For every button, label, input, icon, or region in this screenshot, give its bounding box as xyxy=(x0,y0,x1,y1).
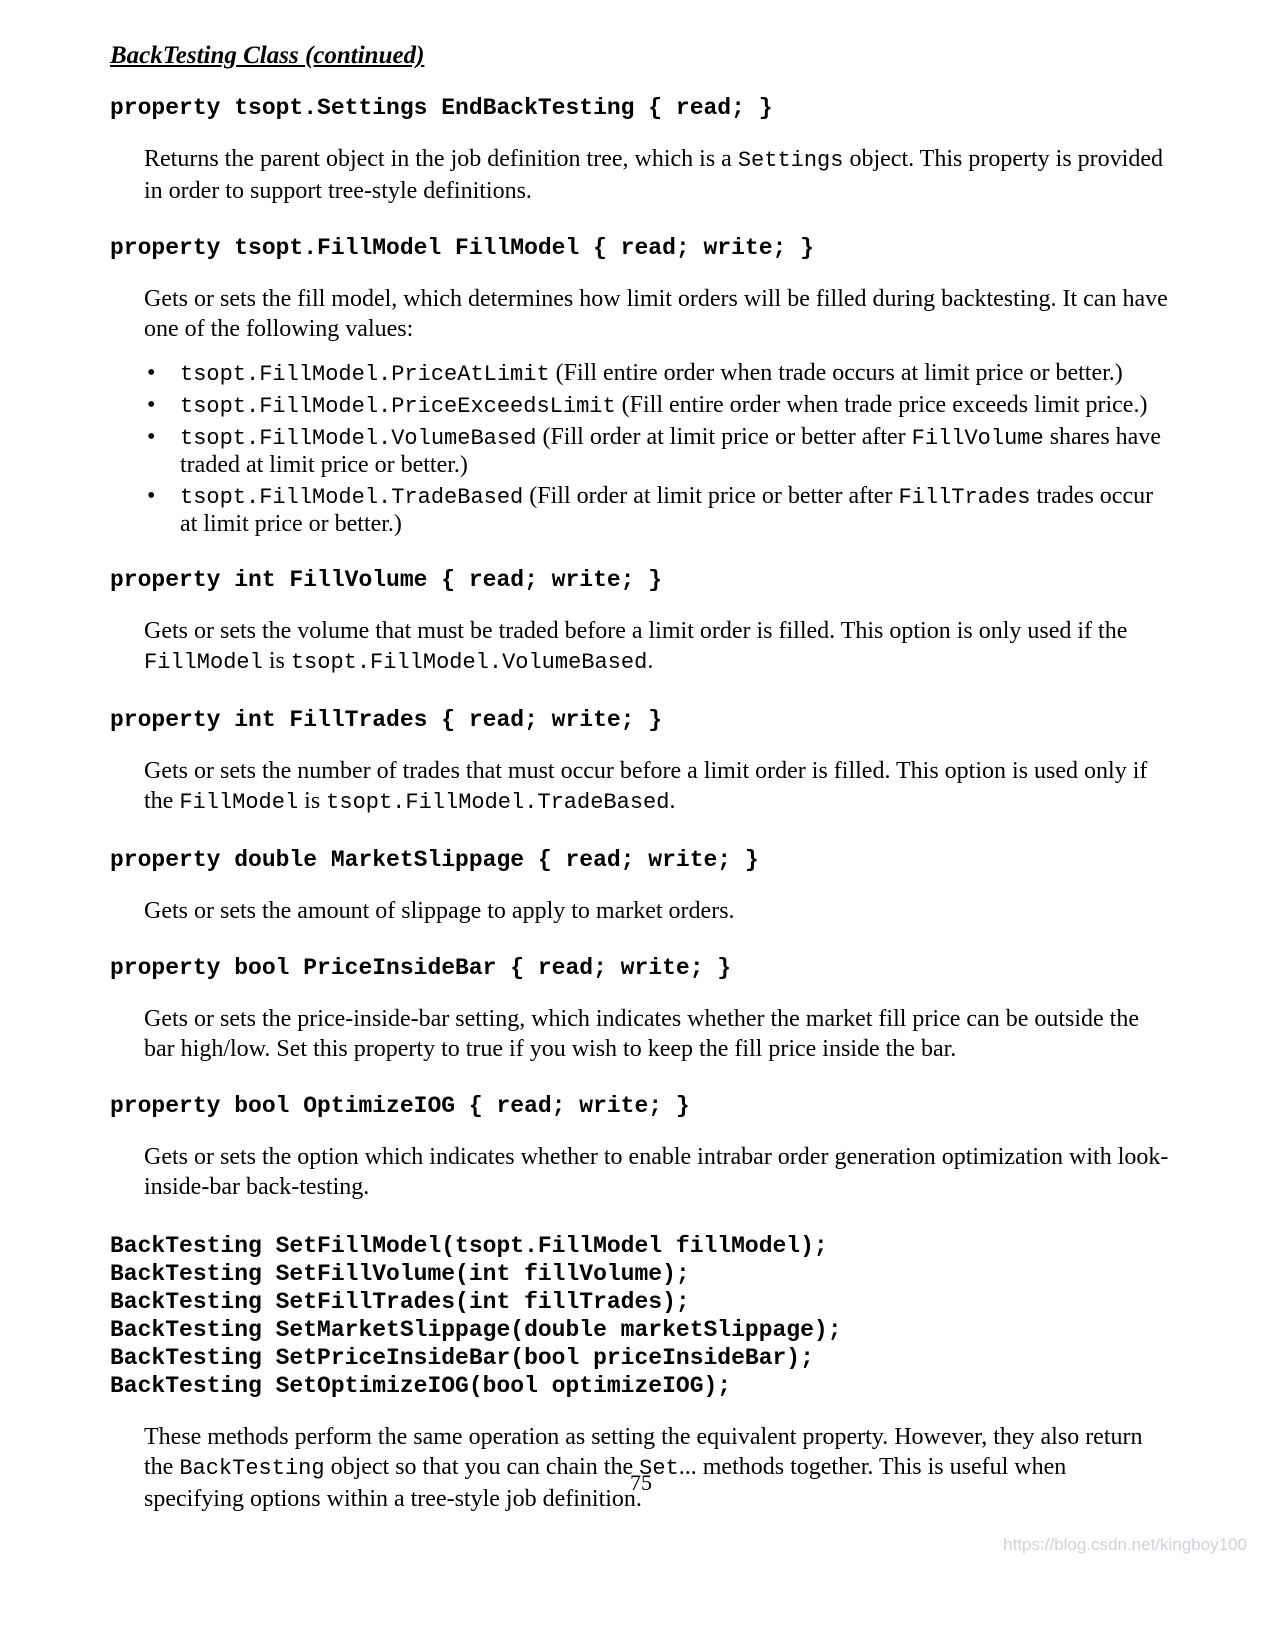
inline-code: Set xyxy=(639,1456,679,1481)
inline-code: Settings xyxy=(737,148,844,173)
inline-code: tsopt.FillModel.VolumeBased xyxy=(180,426,537,451)
property-filltrades xyxy=(110,706,1172,818)
watermark-url: https://blog.csdn.net/kingboy100 xyxy=(1003,1535,1247,1554)
text-run: Returns the parent object in the job definition tree, which is a xyxy=(144,146,738,172)
method-signatures-block xyxy=(110,1232,1172,1400)
property-signature: property bool OptimizeIOG { read; write; } xyxy=(110,1093,690,1119)
text-run: These methods perform the same operation as setting the equivalent property. However, they also return the xyxy=(144,1424,1143,1480)
body-paragraph xyxy=(144,616,1172,678)
text-run: (Fill entire order when trade occurs at limit price or better.) xyxy=(549,360,1123,386)
text-run: Gets or sets the price-inside-bar setting, which indicates whether the market fill price can be outside the bar high/low. Set this property to true if you wish to keep the fill price inside the bar. xyxy=(144,1006,1139,1062)
body-paragraph xyxy=(144,1004,1172,1064)
body-paragraph xyxy=(144,284,1172,344)
text-run: Gets or sets the fill model, which determines how limit orders will be filled during backtesting. It can have one of the following values: xyxy=(144,286,1168,342)
inline-code: tsopt.FillModel.TradeBased xyxy=(326,790,670,815)
property-signature: property int FillVolume { read; write; } xyxy=(110,567,663,593)
property-priceinsidebar xyxy=(110,954,1172,1064)
property-signature: property bool PriceInsideBar { read; write; } xyxy=(110,955,732,981)
property-endbacktesting xyxy=(110,94,1172,206)
text-run: trades occur at limit price or better.) xyxy=(180,483,1154,537)
inline-code: tsopt.FillModel.TradeBased xyxy=(180,485,524,510)
text-run: Gets or sets the amount of slippage to apply to market orders. xyxy=(144,898,735,924)
inline-code: FillVolume xyxy=(911,426,1044,451)
bullet-item xyxy=(180,360,1172,388)
text-run: is xyxy=(262,648,291,674)
inline-code: FillModel xyxy=(179,790,299,815)
method-signature-line: BackTesting SetFillVolume(int fillVolume); xyxy=(110,1261,690,1287)
inline-code: tsopt.FillModel.VolumeBased xyxy=(290,650,648,675)
property-signature: property int FillTrades { read; write; } xyxy=(110,707,663,733)
inline-code: FillTrades xyxy=(898,485,1031,510)
text-run: (Fill order at limit price or better after xyxy=(523,483,899,509)
body-paragraph xyxy=(144,896,1172,926)
property-optimizeiog xyxy=(110,1092,1172,1202)
method-signature-line: BackTesting SetPriceInsideBar(bool priceInsideBar); xyxy=(110,1345,814,1371)
body-paragraph xyxy=(144,756,1172,818)
inline-code: FillModel xyxy=(144,650,263,675)
method-signature-line: BackTesting SetFillTrades(int fillTrades); xyxy=(110,1289,690,1315)
property-fillmodel xyxy=(110,234,1172,538)
property-signature: property tsopt.FillModel FillModel { read; write; } xyxy=(110,235,814,261)
property-signature: property tsopt.Settings EndBackTesting { read; } xyxy=(110,95,773,121)
method-signature-line: BackTesting SetMarketSlippage(double marketSlippage); xyxy=(110,1317,842,1343)
body-paragraph xyxy=(144,1422,1172,1514)
method-signature-line: BackTesting SetOptimizeIOG(bool optimizeIOG); xyxy=(110,1373,732,1399)
text-run: (Fill order at limit price or better after xyxy=(536,424,912,450)
bullet-list xyxy=(144,360,1172,538)
page-number: 75 xyxy=(630,1470,652,1495)
body-paragraph xyxy=(144,144,1172,206)
text-run: object. This property is provided in order to support tree-style definitions. xyxy=(144,146,1163,204)
text-run: shares have traded at limit price or better.) xyxy=(180,424,1161,478)
property-marketslippage xyxy=(110,846,1172,926)
bullet-item xyxy=(180,392,1172,420)
page-header: BackTesting Class (continued) xyxy=(110,42,425,69)
property-fillvolume xyxy=(110,566,1172,678)
text-run: Gets or sets the volume that must be traded before a limit order is filled. This option is only used if the xyxy=(144,618,1128,644)
text-run: . xyxy=(669,788,676,814)
text-run: . xyxy=(647,648,654,674)
inline-code: tsopt.FillModel.PriceExceedsLimit xyxy=(180,394,616,419)
text-run: Gets or sets the option which indicates whether to enable intrabar order generation optimization with look-inside-bar back-testing. xyxy=(144,1144,1169,1200)
inline-code: tsopt.FillModel.PriceAtLimit xyxy=(180,362,550,387)
text-run: object so that you can chain the xyxy=(324,1454,640,1480)
bullet-item xyxy=(180,483,1172,538)
property-signature: property double MarketSlippage { read; write; } xyxy=(110,847,759,873)
body-paragraph xyxy=(144,1142,1172,1202)
text-run: (Fill entire order when trade price exceeds limit price.) xyxy=(615,392,1148,418)
method-signature-line: BackTesting SetFillModel(tsopt.FillModel fillModel); xyxy=(110,1233,828,1259)
document-content xyxy=(110,88,1172,1514)
text-run: Gets or sets the number of trades that must occur before a limit order is filled. This option is used only if the xyxy=(144,758,1148,814)
bullet-item xyxy=(180,424,1172,479)
text-run: ... methods together. This is useful when specifying options within a tree-style job definition. xyxy=(144,1454,1067,1512)
inline-code: BackTesting xyxy=(179,1456,325,1481)
text-run: is xyxy=(298,788,327,814)
